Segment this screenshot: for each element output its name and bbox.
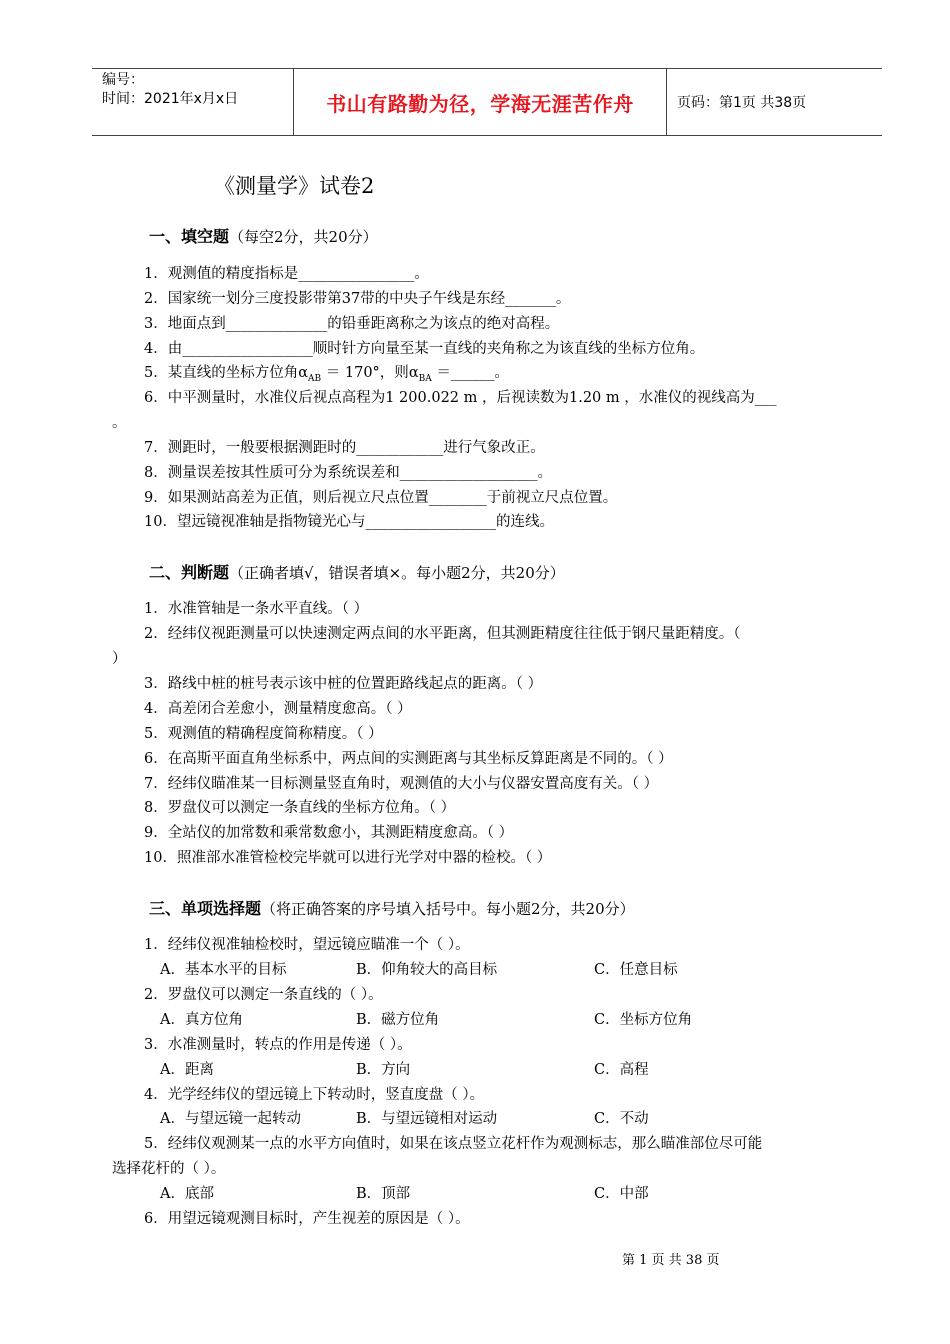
fill-question-8: 8．测量误差按其性质可分为系统误差和___________________。 <box>144 465 552 481</box>
page-footer: 第 1 页 共 38 页 <box>622 1253 720 1268</box>
choice-question-4: 4．光学经纬仪的望远镜上下转动时，竖直度盘（ ）。 <box>144 1087 485 1103</box>
motto: 书山有路勤为径，学海无涯苦作舟 <box>326 91 634 116</box>
section-judge-heading <box>149 560 565 583</box>
judge-question-2: 2．经纬仪视距测量可以快速测定两点间的水平距离，但其测距精度往往低于钢尺量距精度。（ <box>144 626 741 642</box>
choice-question-1: 1．经纬仪视准轴检校时，望远镜应瞄准一个（ ）。 <box>144 937 470 953</box>
choice-q5-option-a: A．底部 <box>160 1186 214 1202</box>
fill-question-6-cont: 。 <box>112 415 127 431</box>
choice-q2-option-c: C．坐标方位角 <box>594 1012 693 1028</box>
choice-q4-option-a: A．与望远镜一起转动 <box>160 1111 301 1127</box>
fill-question-4: 4．由__________________顺时针方向量至某一直线的夹角称之为该直线的坐标方位角。 <box>144 341 705 357</box>
section-title: 二、判断题 <box>149 563 230 582</box>
section-note: （正确者填√，错误者填×。每小题2分，共20分） <box>229 564 565 582</box>
section-title: 一、填空题 <box>149 227 230 246</box>
judge-question-2-cont: ） <box>112 651 127 667</box>
time-label: 时间：2021年x月x日 <box>102 91 239 107</box>
fill-question-1: 1．观测值的精度指标是________________。 <box>144 266 429 282</box>
section-choice-heading <box>149 896 635 919</box>
header-meta <box>92 69 294 135</box>
alpha-ba-symbol: $\alpha_{BA}$ <box>408 365 432 384</box>
fill-question-9: 9．如果测站高差为正值，则后视立尺点位置________于前视立尺点位置。 <box>144 490 618 506</box>
fill-question-7: 7．测距时，一般要根据测距时的____________进行气象改正。 <box>144 440 545 456</box>
choice-q1-option-c: C．任意目标 <box>594 962 678 978</box>
section-title: 三、单项选择题 <box>149 899 262 918</box>
alpha-ab-symbol: $\alpha_{AB}$ <box>298 365 322 384</box>
choice-q5-option-b: B．顶部 <box>356 1186 411 1202</box>
choice-q3-option-b: B．方向 <box>356 1062 411 1078</box>
section-note: （将正确答案的序号填入括号中。每小题2分，共20分） <box>261 900 635 918</box>
choice-question-3: 3．水准测量时，转点的作用是传递（ ）。 <box>144 1037 412 1053</box>
header-page-cell <box>667 69 882 135</box>
choice-question-5: 5．经纬仪观测某一点的水平方向值时，如果在该点竖立花杆作为观测标志，那么瞄准部位尽可能 <box>144 1136 763 1152</box>
judge-question-8: 8．罗盘仪可以测定一条直线的坐标方位角。（ ） <box>144 800 456 816</box>
judge-question-9: 9．全站仪的加常数和乘常数愈小，其测距精度愈高。（ ） <box>144 825 514 841</box>
judge-question-4: 4．高差闭合差愈小，测量精度愈高。（ ） <box>144 701 412 717</box>
section-note: （每空2分，共20分） <box>229 228 378 246</box>
choice-q5-option-c: C．中部 <box>594 1186 649 1202</box>
choice-q4-option-c: C．不动 <box>594 1111 649 1127</box>
judge-question-3: 3．路线中桩的桩号表示该中桩的位置距路线起点的距离。（ ） <box>144 676 543 692</box>
header-table <box>92 68 882 136</box>
judge-question-6: 6．在高斯平面直角坐标系中，两点间的实测距离与其坐标反算距离是不同的。（ ） <box>144 751 673 767</box>
choice-q3-option-c: C．高程 <box>594 1062 649 1078</box>
page-label: 页码：第1页 共38页 <box>677 95 807 111</box>
fill-q5-part1: 5．某直线的坐标方位角 <box>144 365 299 381</box>
choice-question-6: 6．用望远镜观测目标时，产生视差的原因是（ ）。 <box>144 1211 470 1227</box>
fill-q5-part2: ＝ 170°，则 <box>325 365 409 381</box>
judge-question-7: 7．经纬仪瞄准某一目标测量竖直角时，观测值的大小与仪器安置高度有关。（ ） <box>144 776 659 792</box>
judge-question-1: 1．水准管轴是一条水平直线。（ ） <box>144 601 369 617</box>
choice-question-2: 2．罗盘仪可以测定一条直线的（ ）。 <box>144 987 383 1003</box>
choice-q2-option-a: A．真方位角 <box>160 1012 243 1028</box>
judge-question-10: 10．照准部水准管检校完毕就可以进行光学对中器的检校。（ ） <box>144 850 552 866</box>
fill-q5-part3: ＝______。 <box>436 365 509 381</box>
header-motto-cell <box>294 69 667 135</box>
code-label: 编号： <box>102 72 144 88</box>
fill-question-5 <box>144 361 509 384</box>
fill-question-10: 10．望远镜视准轴是指物镜光心与__________________的连线。 <box>144 514 554 530</box>
choice-q3-option-a: A．距离 <box>160 1062 214 1078</box>
choice-q4-option-b: B．与望远镜相对运动 <box>356 1111 498 1127</box>
page-title: 《测量学》试卷2 <box>214 174 375 198</box>
fill-question-2: 2．国家统一划分三度投影带第37带的中央子午线是东经_______。 <box>144 291 571 307</box>
choice-q2-option-b: B．磁方位角 <box>356 1012 440 1028</box>
section-fill-heading <box>149 224 378 247</box>
fill-question-6: 6．中平测量时，水准仪后视点高程为1 200.022 m ，后视读数为1.20 m ，水准仪的视线高为___ <box>144 390 777 406</box>
choice-q1-option-b: B．仰角较大的高目标 <box>356 962 498 978</box>
choice-q1-option-a: A．基本水平的目标 <box>160 962 287 978</box>
choice-question-5-cont: 选择花杆的（ ）。 <box>112 1161 226 1177</box>
judge-question-5: 5．观测值的精确程度简称精度。（ ） <box>144 726 383 742</box>
fill-question-3: 3．地面点到______________的铅垂距离称之为该点的绝对高程。 <box>144 316 560 332</box>
